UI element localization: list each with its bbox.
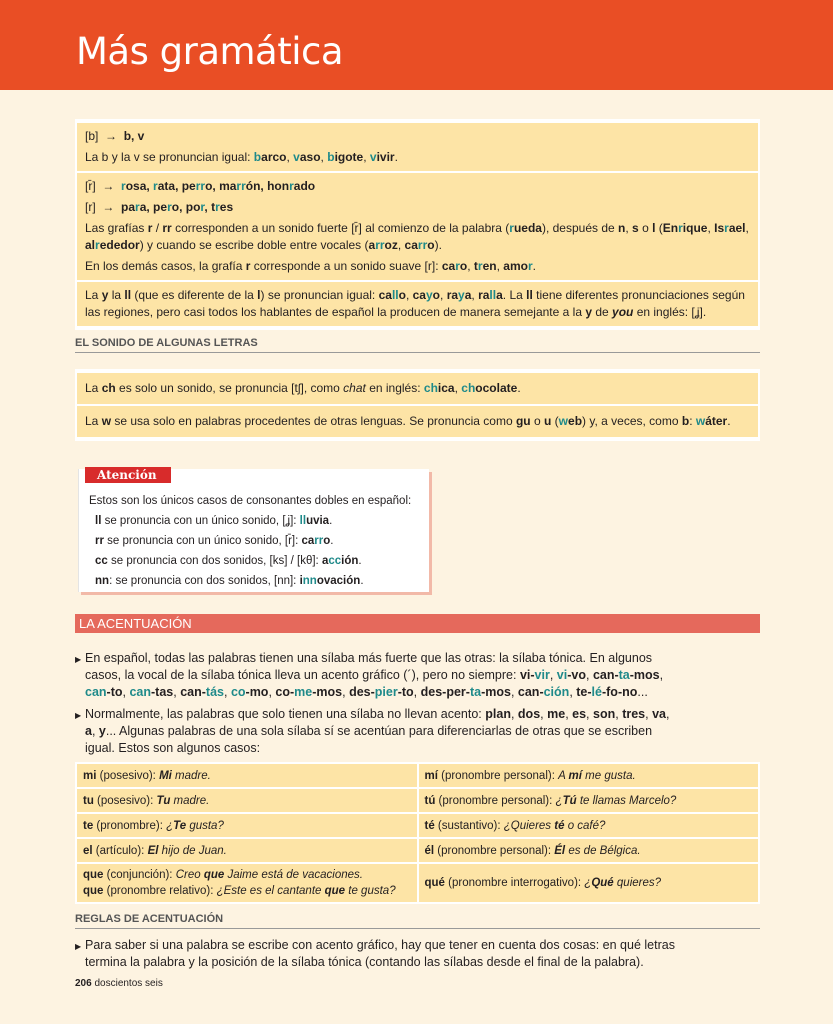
row-ch: La ch es solo un sonido, se pronuncia [tʃ], como chat en inglés: chica, chocolate.: [77, 373, 758, 404]
bullet-triangle-icon: ▶: [75, 711, 82, 720]
table-row: que (conjunción): Creo que Jaime está de vacaciones. que (pronombre relativo): ¿Este es el cantante que te gusta? qué (pronombre interrogativo): ¿Qué quieres?: [77, 864, 758, 902]
table-row: el (artículo): El hijo de Juan. él (pronombre personal): Él es de Bélgica.: [77, 839, 758, 862]
row-y-ll: La y la ll (que es diferente de la l) se pronuncian igual: callo, cayo, raya, ralla. La ll tiene diferentes pronunciaciones según las regiones, pero casi todos los hablantes de español la producen de manera semejante a la y de you en inglés: [ʝ].: [77, 282, 758, 326]
page-header: [0, 0, 833, 90]
page-footer: [75, 978, 163, 989]
page-number-words: doscientos seis: [94, 978, 163, 989]
r-explanation: En los demás casos, la grafía r corresponde a un sonido suave [r]: caro, tren, amor.: [85, 259, 536, 273]
attention-item: nn: se pronuncia con dos sonidos, [nn]: innovación.: [95, 575, 364, 587]
attention-intro: Estos son los únicos casos de consonantes dobles en español:: [89, 495, 412, 507]
pronunciation-box: [75, 119, 760, 330]
attention-item: ll se pronuncia con un único sonido, [ʝ]: lluvia.: [95, 515, 333, 527]
row-r-rr: [r̄] → rosa, rata, perro, marrón, honrado [r] → para, pero, por, tres Las grafías r / rr corresponden a un sonido fuerte [r̄] al comienzo de la palabra (rueda), después de n, s o l (Enrique, Israel, alrededor) y cuando se escribe doble entre vocales (arroz, carro). En los demás casos, la grafía r corresponde a un sonido suave [r]: caro, tren, amor.: [77, 173, 758, 280]
bullet-reglas: ▶ Para saber si una palabra se escribe con acento gráfico, hay que tener en cuenta dos cosas: en qué letras termina la palabra y la posición de la sílaba tónica (contando las sílabas desde el final de la palabra).: [75, 938, 675, 969]
section-title-reglas: REGLAS DE ACENTUACIÓN: [75, 913, 760, 929]
section-bar-acentuacion: LA ACENTUACIÓN: [75, 614, 760, 633]
section-title-sonido: EL SONIDO DE ALGUNAS LETRAS: [75, 337, 760, 353]
letters-box: [75, 369, 760, 441]
page-title: Más gramática: [76, 30, 344, 73]
row-w: La w se usa solo en palabras procedentes de otras lenguas. Se pronuncia como gu o u (web) y, a veces, como b: wáter.: [77, 406, 758, 437]
attention-item: rr se pronuncia con un único sonido, [r̄]: carro.: [95, 535, 334, 547]
page-number: 206: [75, 978, 92, 989]
table-row: te (pronombre): ¿Te gusta? té (sustantivo): ¿Quieres té o café?: [77, 814, 758, 837]
row-b-v-text: La b y la v se pronuncian igual: barco, vaso, bigote, vivir.: [85, 150, 398, 164]
attention-box: [78, 469, 429, 592]
attention-item: cc se pronuncia con dos sonidos, [ks] / [kθ]: acción.: [95, 555, 362, 567]
table-row: mi (posesivo): Mi madre. mí (pronombre personal): A mí me gusta.: [77, 764, 758, 787]
rr-explanation: Las grafías r / rr corresponden a un sonido fuerte [r̄] al comienzo de la palabra (rueda), después de n, s o l (Enrique, Israel, alrededor) y cuando se escribe doble entre vocales (arroz, carro).: [85, 221, 749, 252]
row-b-v: [b] → b, v La b y la v se pronuncian igual: barco, vaso, bigote, vivir.: [77, 123, 758, 171]
attention-tag: Atención: [85, 467, 171, 483]
bullet-triangle-icon: ▶: [75, 942, 82, 951]
bullet-silaba-tonica: ▶ En español, todas las palabras tienen una sílaba más fuerte que las otras: la sílaba tónica. En algunos casos, la vocal de la sílaba tónica lleva un acento gráfico (´), pero no siempre: vi-vir, vi-vo, can-ta-mos, can-to, can-tas, can-tás, co-mo, co-me-mos, des-pier-to, des-per-ta-mos, can-ción, te-lé-fo-no...: [75, 651, 664, 699]
table-row: tu (posesivo): Tu madre. tú (pronombre personal): ¿Tú te llamas Marcelo?: [77, 789, 758, 812]
bullet-monosilabos: ▶ Normalmente, las palabras que solo tienen una sílaba no llevan acento: plan, dos, me, es, son, tres, va, a, y... Algunas palabras de una sola sílaba sí se acentúan para diferenciarlas de otras que se escriben igual. Estos son algunos casos:: [75, 707, 670, 755]
accent-table: [75, 762, 760, 904]
bullet-triangle-icon: ▶: [75, 655, 82, 664]
